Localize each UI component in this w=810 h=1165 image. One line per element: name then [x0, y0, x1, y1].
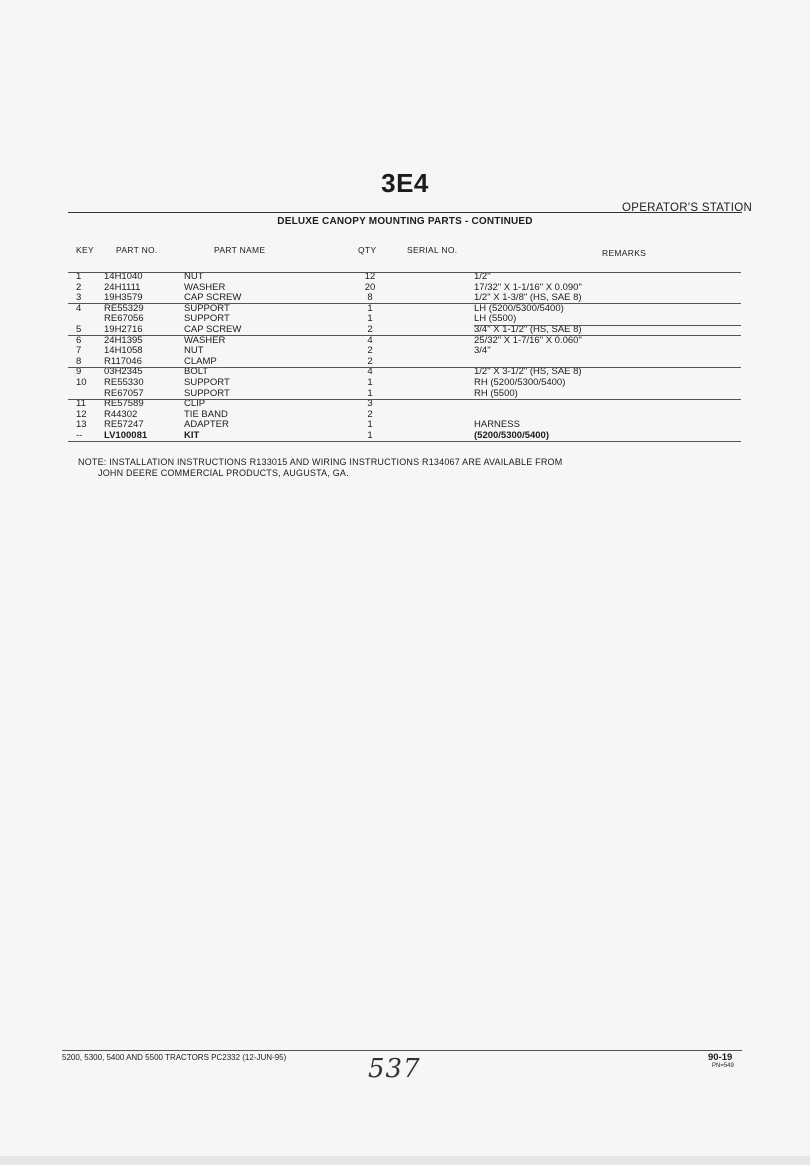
- note-line-1: NOTE: INSTALLATION INSTRUCTIONS R133015 AND WIRING INSTRUCTIONS R134067 ARE AVAILABLE FROM: [78, 457, 563, 467]
- cell-name: ADAPTER: [184, 419, 229, 431]
- cell-part-no: 19H2716: [104, 324, 143, 335]
- cell-name: KIT: [184, 430, 200, 441]
- group-divider: [68, 335, 741, 336]
- header-divider: [68, 212, 742, 213]
- cell-part-no: 14H1058: [104, 345, 143, 357]
- cell-qty: 1: [367, 377, 373, 388]
- note-line-2: JOHN DEERE COMMERCIAL PRODUCTS, AUGUSTA, GA.: [98, 468, 349, 478]
- cell-qty: 1: [367, 313, 373, 325]
- column-header-key: KEY: [76, 245, 94, 255]
- cell-remarks: HARNESS: [474, 419, 520, 431]
- cell-name: CLIP: [184, 398, 206, 410]
- footer-page-number: 90-19: [708, 1052, 733, 1063]
- cell-qty: 8: [367, 292, 373, 304]
- cell-qty: 2: [367, 324, 373, 335]
- cell-key: 2: [76, 281, 82, 293]
- group-divider: [68, 272, 741, 273]
- cell-key: 3: [76, 292, 82, 304]
- cell-remarks: 25/32" X 1-7/16" X 0.060": [474, 334, 582, 346]
- cell-qty: 2: [367, 345, 373, 357]
- remarks-divider: [474, 303, 741, 304]
- cell-name: SUPPORT: [184, 313, 230, 325]
- cell-qty: 2: [367, 408, 373, 420]
- remarks-divider: [474, 325, 741, 326]
- cell-name: SUPPORT: [184, 387, 230, 399]
- footer-divider: [62, 1050, 742, 1051]
- cell-key: 1: [76, 271, 82, 282]
- cell-part-no: 24H1395: [104, 334, 143, 346]
- cell-qty: 4: [367, 366, 373, 378]
- cell-part-no: RE67057: [104, 387, 144, 399]
- cell-qty: 20: [364, 281, 376, 293]
- cell-name: SUPPORT: [184, 302, 230, 314]
- cell-part-no: 24H1111: [104, 281, 141, 293]
- cell-name: TIE BAND: [184, 408, 228, 420]
- cell-key: 4: [76, 302, 82, 314]
- cell-remarks: 1/2" X 3-1/2" (HS, SAE 8): [474, 366, 582, 378]
- cell-name: NUT: [184, 345, 204, 357]
- footer-models: 5200, 5300, 5400 AND 5500 TRACTORS PC2332 (12-JUN-95): [62, 1053, 287, 1062]
- cell-key: 13: [76, 419, 87, 431]
- cell-name: NUT: [184, 271, 204, 282]
- cell-part-no: R44302: [104, 408, 138, 420]
- column-header-serial-no: SERIAL NO.: [407, 245, 458, 255]
- cell-key: 6: [76, 334, 82, 346]
- cell-remarks: 1/2" X 1-3/8" (HS, SAE 8): [474, 292, 582, 304]
- cell-part-no: RE67056: [104, 313, 144, 325]
- cell-qty: 12: [364, 271, 376, 282]
- table-title: DELUXE CANOPY MOUNTING PARTS - CONTINUED: [277, 216, 533, 227]
- cell-part-no: 14H1040: [104, 271, 143, 282]
- column-header-qty: QTY: [358, 245, 377, 255]
- cell-key: 10: [76, 377, 87, 388]
- cell-qty: 1: [367, 387, 373, 399]
- scan-edge: [0, 1156, 810, 1165]
- cell-remarks: 3/4" X 1-1/2" (HS, SAE 8): [474, 324, 582, 335]
- cell-remarks: RH (5500): [474, 387, 518, 399]
- group-divider: [68, 367, 741, 368]
- cell-key: 12: [76, 408, 87, 420]
- column-header-part-name: PART NAME: [214, 245, 266, 255]
- cell-qty: 1: [367, 302, 373, 314]
- column-header-part-no: PART NO.: [116, 245, 158, 255]
- handwritten-page-number: 537: [368, 1054, 421, 1084]
- cell-name: WASHER: [184, 281, 226, 293]
- column-header-remarks: REMARKS: [602, 248, 647, 258]
- cell-name: CAP SCREW: [184, 324, 242, 335]
- cell-qty: 1: [367, 430, 373, 441]
- cell-part-no: RE55330: [104, 377, 144, 388]
- cell-remarks: RH (5200/5300/5400): [474, 377, 566, 388]
- cell-name: CAP SCREW: [184, 292, 242, 304]
- cell-qty: 3: [367, 398, 373, 410]
- cell-remarks: LH (5500): [474, 313, 517, 325]
- cell-name: BOLT: [184, 366, 209, 378]
- cell-part-no: 19H3579: [104, 292, 143, 304]
- cell-part-no: 03H2345: [104, 366, 143, 378]
- cell-name: WASHER: [184, 334, 226, 346]
- cell-name: CLAMP: [184, 355, 217, 367]
- cell-key: 11: [76, 398, 86, 410]
- cell-part-no: RE57247: [104, 419, 144, 431]
- cell-name: SUPPORT: [184, 377, 230, 388]
- cell-key: 7: [76, 345, 82, 357]
- cell-key: 9: [76, 366, 82, 378]
- cell-qty: 1: [367, 419, 373, 431]
- cell-remarks: (5200/5300/5400): [474, 430, 550, 441]
- footer-pn: PN=549: [712, 1063, 734, 1069]
- table-bottom-rule: [68, 441, 741, 442]
- note: [78, 457, 562, 479]
- cell-remarks: LH (5200/5300/5400): [474, 302, 564, 314]
- cell-part-no: LV100081: [104, 430, 148, 441]
- cell-part-no: R117046: [104, 355, 142, 367]
- cell-remarks: 1/2": [474, 271, 491, 282]
- cell-key: --: [76, 430, 83, 441]
- cell-remarks: 3/4": [474, 345, 491, 357]
- cell-key: 8: [76, 355, 82, 367]
- cell-key: 5: [76, 324, 82, 335]
- cell-part-no: RE57589: [104, 398, 144, 410]
- cell-remarks: 17/32" X 1-1/16" X 0.090": [474, 281, 582, 293]
- group-divider: [68, 399, 741, 400]
- cell-part-no: RE55329: [104, 302, 144, 314]
- section-name: OPERATOR'S STATION: [622, 202, 753, 214]
- page-title: 3E4: [381, 168, 429, 198]
- cell-qty: 4: [367, 334, 373, 346]
- cell-qty: 2: [367, 355, 373, 367]
